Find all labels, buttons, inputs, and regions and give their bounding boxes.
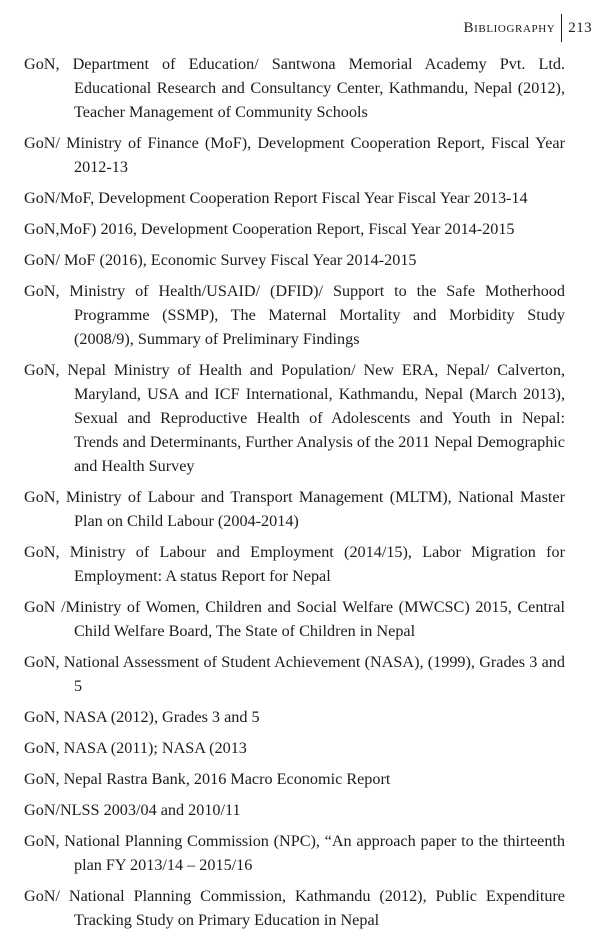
bibliography-entry: GoN, National Assessment of Student Achievement (NASA), (1999), Grades 3 and 5 xyxy=(24,653,565,695)
bibliography-entry: GoN, Nepal Ministry of Health and Population/ New ERA, Nepal/ Calverton, Maryland, USA and ICF International, Kathmandu, Nepal (March 2013), Sexual and Reproductive Health of Adolescents and Youth in Nepal: Trends and Determinants, Further Analysis of the 2011 Nepal Demographic and Health Survey xyxy=(24,361,565,475)
section-title: Bibliography xyxy=(463,20,556,36)
bibliography-list xyxy=(24,52,565,939)
page-number: 213 xyxy=(568,20,592,36)
bibliography-entry: GoN/ Ministry of Finance (MoF), Development Cooperation Report, Fiscal Year 2012-13 xyxy=(24,134,565,176)
bibliography-entry: GoN, Ministry of Health/USAID/ (DFID)/ Support to the Safe Motherhood Programme (SSMP), The Maternal Mortality and Morbidity Study (2008/9), Summary of Preliminary Findings xyxy=(24,282,565,348)
bibliography-entry: GoN, National Planning Commission (NPC), “An approach paper to the thirteenth plan FY 2013/14 – 2015/16 xyxy=(24,832,565,874)
bibliography-entry: GoN/ National Planning Commission, Kathmandu (2012), Public Expenditure Tracking Study on Primary Education in Nepal xyxy=(24,887,565,929)
running-head xyxy=(464,14,592,42)
bibliography-entry: GoN/NLSS 2003/04 and 2010/11 xyxy=(24,801,241,819)
bibliography-entry: GoN /Ministry of Women, Children and Social Welfare (MWCSC) 2015, Central Child Welfare Board, The State of Children in Nepal xyxy=(24,598,565,640)
bibliography-entry: GoN, Nepal Rastra Bank, 2016 Macro Economic Report xyxy=(24,770,391,788)
bibliography-entry: GoN, NASA (2012), Grades 3 and 5 xyxy=(24,708,260,726)
bibliography-entry: GoN, Ministry of Labour and Employment (2014/15), Labor Migration for Employment: A status Report for Nepal xyxy=(24,543,565,585)
bibliography-entry: GoN, Ministry of Labour and Transport Management (MLTM), National Master Plan on Child Labour (2004-2014) xyxy=(24,488,565,530)
bibliography-entry: GoN, NASA (2011); NASA (2013 xyxy=(24,739,247,757)
bibliography-entry: GoN/ MoF (2016), Economic Survey Fiscal Year 2014-2015 xyxy=(24,251,417,269)
bibliography-entry: GoN/MoF, Development Cooperation Report Fiscal Year Fiscal Year 2013-14 xyxy=(24,189,528,207)
bibliography-entry: GoN, Department of Education/ Santwona Memorial Academy Pvt. Ltd. Educational Research and Consultancy Center, Kathmandu, Nepal (2012), Teacher Management of Community Schools xyxy=(24,55,565,121)
bibliography-entry: GoN,MoF) 2016, Development Cooperation Report, Fiscal Year 2014-2015 xyxy=(24,220,515,238)
